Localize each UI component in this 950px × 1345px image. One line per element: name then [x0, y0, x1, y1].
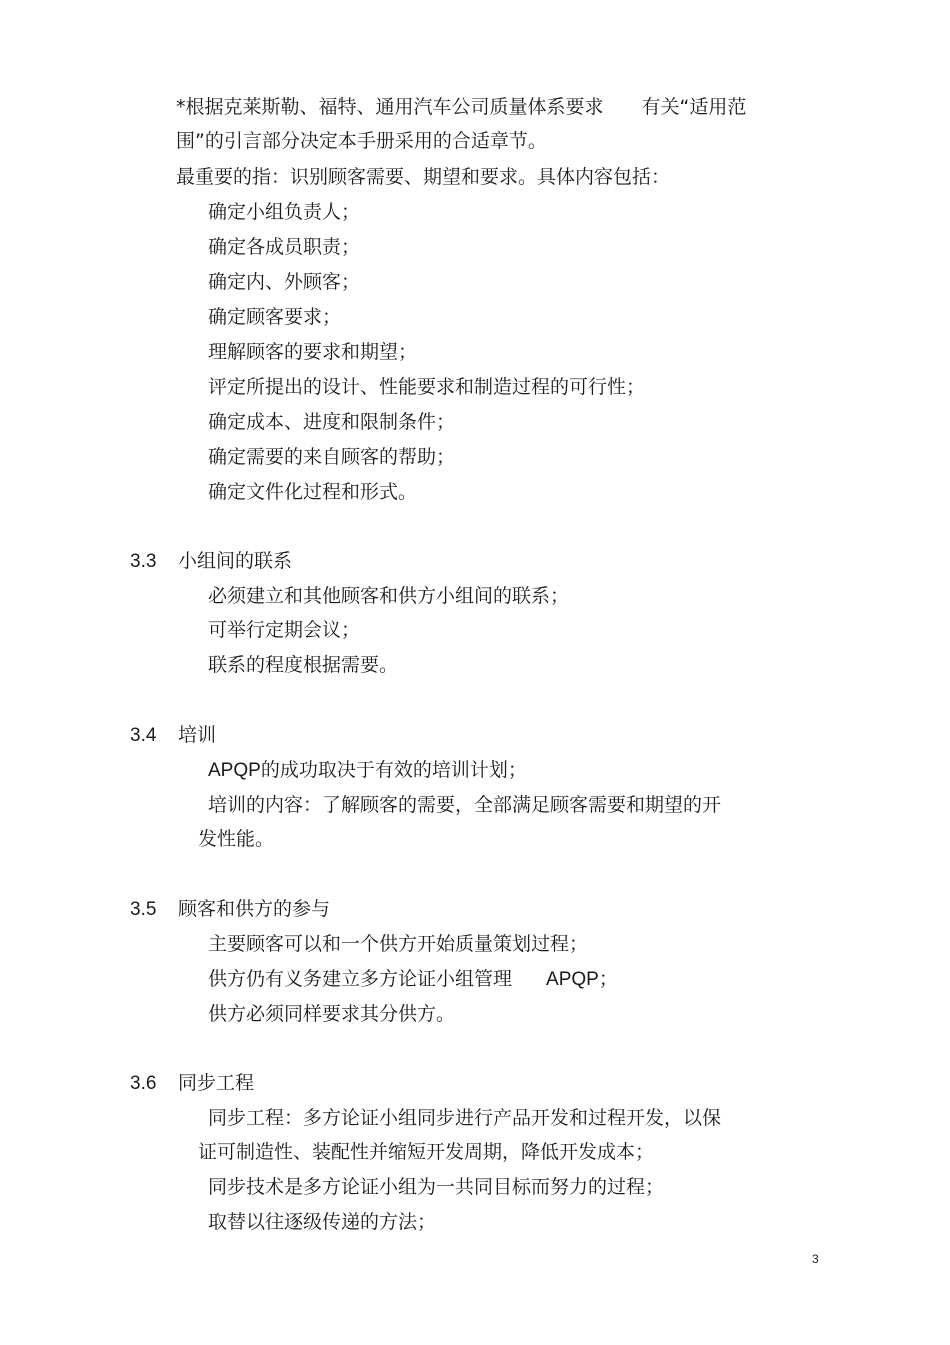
paragraph-text: 供方仍有义务建立多方论证小组管理	[208, 968, 513, 990]
section-heading-3-5	[130, 896, 330, 923]
section-title: 顾客和供方的参与	[178, 898, 331, 920]
list-item: 确定文件化过程和形式。	[208, 481, 418, 503]
section-title: 小组间的联系	[178, 550, 293, 572]
section-number: 3.4	[130, 725, 157, 746]
list-item: 确定需要的来自顾客的帮助；	[208, 446, 456, 468]
paragraph-line: 供方必须同样要求其分供方。	[208, 1003, 456, 1025]
section-title: 同步工程	[178, 1072, 255, 1094]
section-title: 培训	[178, 724, 217, 746]
list-item: 评定所提出的设计、性能要求和制造过程的可行性；	[208, 376, 646, 398]
section-heading-3-6	[130, 1070, 254, 1097]
list-item: 确定成本、进度和限制条件；	[208, 411, 456, 433]
intro-line-1	[176, 94, 746, 120]
section-heading-3-4	[130, 722, 216, 749]
intro-line-2: 围”的引言部分决定本手册采用的合适章节。	[176, 130, 547, 152]
list-item: 理解顾客的要求和期望；	[208, 341, 418, 363]
list-item: 联系的程度根据需要。	[208, 654, 399, 676]
intro-line-1b: 有关“适用范	[641, 96, 747, 118]
intro-line-1a: *根据克莱斯勒、福特、通用汽车公司质量体系要求	[176, 96, 604, 118]
list-item: 确定小组负责人；	[208, 201, 361, 223]
paragraph-line: 同步技术是多方论证小组为一共同目标而努力的过程；	[208, 1176, 665, 1198]
list-item: 确定内、外顾客；	[208, 271, 361, 293]
paragraph-text: 的成功取决于有效的培训计划；	[260, 759, 527, 781]
list-item: 可举行定期会议；	[208, 619, 361, 641]
section-number: 3.5	[130, 899, 157, 920]
paragraph-line: 培训的内容：了解顾客的需要，全部满足顾客需要和期望的开	[208, 794, 722, 816]
paragraph-line	[208, 757, 527, 784]
section-number: 3.6	[130, 1073, 157, 1094]
apqp-term: APQP	[208, 760, 261, 781]
paragraph-line: 取替以往逐级传递的方法；	[208, 1211, 437, 1233]
section-number: 3.3	[130, 551, 157, 572]
paragraph-line: 同步工程：多方论证小组同步进行产品开发和过程开发，以保	[208, 1107, 722, 1129]
list-item: 必须建立和其他顾客和供方小组间的联系；	[208, 585, 570, 607]
paragraph-line: 主要顾客可以和一个供方开始质量策划过程；	[208, 933, 589, 955]
list-item: 确定各成员职责；	[208, 236, 361, 258]
paragraph-line: 发性能。	[198, 828, 275, 850]
apqp-term: APQP；	[546, 969, 618, 990]
section-heading-3-3	[130, 548, 292, 575]
intro-line-3: 最重要的指：识别顾客需要、期望和要求。具体内容包括：	[176, 166, 671, 188]
list-item: 确定顾客要求；	[208, 306, 342, 328]
paragraph-line: 证可制造性、装配性并缩短开发周期，降低开发成本；	[198, 1141, 655, 1163]
page-number: 3	[812, 1252, 819, 1266]
paragraph-line	[208, 966, 618, 993]
